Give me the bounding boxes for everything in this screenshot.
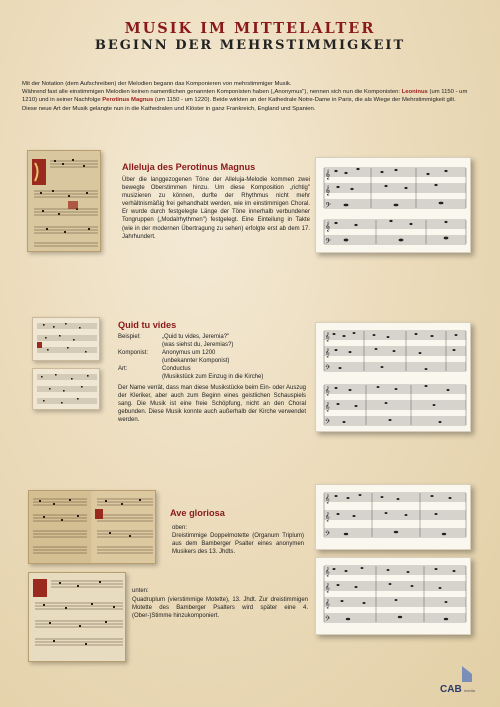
svg-text:𝄞: 𝄞 <box>325 348 330 357</box>
manuscript-image-quid-top <box>32 317 100 361</box>
section-text-quid-tu-vides: Der Name verrät, dass man diese Musikstücke beim Ein- oder Auszug der Kleriker, aber auch zum Beginn eines geistlichen Schauspiels sang. Die Musik ist eine freie Schöpfung, nicht an den Choral gebunden. Diese Musik konnte auch außerhalb der Kirche verwendet werden. <box>118 385 306 424</box>
svg-text:𝄢: 𝄢 <box>325 530 331 539</box>
score-image-ave-bottom <box>315 557 471 635</box>
svg-text:𝄞: 𝄞 <box>325 186 331 196</box>
svg-text:𝄞: 𝄞 <box>325 402 330 411</box>
quid-info-row-art <box>118 366 318 382</box>
composer-leoninus: Leoninus <box>401 89 428 96</box>
ave-unten-text: Quadruplum (vierstimmige Motette), 13. Jhdt. Zur dreistimmigen Motette des Bamberger Psalters wird später eine 4. (Ober-)Stimme hinzukomponiert. <box>132 597 308 620</box>
section-heading-alleluja: Alleluja des Perotinus Magnus <box>122 162 256 172</box>
svg-text:𝄢: 𝄢 <box>325 238 331 248</box>
info-key: Beispiel: <box>118 334 141 340</box>
quid-info-row-beispiel <box>118 334 318 350</box>
composer-perotinus: Perotinus Magnus <box>102 97 154 104</box>
info-key: Komponist: <box>118 350 149 356</box>
score-image-alleluja <box>315 157 471 253</box>
intro-paragraph-2: Während fast alle einstimmigen Melodien keinen namentlichen genannten Komponisten haben („Anonymus"), nennen sich nun die Komponisten: Leoninus (um 1150 - um 1210) und in seiner Nachfolge Perotinus Magnus (um 1150 - um 1220). Beide wirkten an der Kathedrale Notre-Dame in Paris, die als Wiege der Mehrstimmigkeit gilt. <box>22 89 468 104</box>
logo-subtext: media <box>464 688 475 693</box>
svg-text:𝄞: 𝄞 <box>325 222 331 232</box>
intro-text <box>22 80 478 113</box>
info-value: Anonymus um 1200 (unbekannter Komponist) <box>162 350 230 364</box>
score-image-quid-tu-vides <box>315 322 471 432</box>
page-title: MUSIK IM MITTELALTER <box>124 20 376 37</box>
svg-text:𝄢: 𝄢 <box>325 418 331 427</box>
ave-unten-label: unten: <box>132 588 149 594</box>
svg-text:𝄢: 𝄢 <box>325 615 331 624</box>
score-image-ave-top <box>315 484 471 550</box>
svg-text:𝄢: 𝄢 <box>325 202 331 212</box>
info-value: „Quid tu vides, Jeremia?" (was siehst du, Jeremias?) <box>162 334 234 348</box>
section-heading-quid-tu-vides: Quid tu vides <box>118 320 177 330</box>
ave-oben-label: oben: <box>172 525 188 531</box>
svg-text:𝄞: 𝄞 <box>325 599 330 608</box>
svg-text:𝄞: 𝄞 <box>325 386 330 395</box>
ave-oben-text: Dreistimmige Doppelmotette (Organum Triplum) aus dem Bamberger Psalter eines anonymen Musikers des 13. Jhdts. <box>172 533 304 556</box>
intro-paragraph-3: Diese neue Art der Musik gelangte nun in die Kathedralen und Klöster in ganz Frankreich, England und Spanien. <box>22 105 316 112</box>
manuscript-image-quid-bottom <box>32 368 100 410</box>
section-text-alleluja: Über die langgezogenen Töne der Alleluja-Melodie kommen zwei bewegte Oberstimmen hinzu. Um diese Komposition „richtig" musizieren zu können, durfte der Rhythmus nicht mehr verhältnismäßig frei gehandhabt werden, wie im einstimmigen Choral. Er wurde durch festgelegte Länge der Töne innerhalb verbundener Tongruppen („Modalrhythmen") festgelegt. Eine Einteilung in Takte (wie in der modernen Übertragung zu sehen) erfolgte erst ab dem 17. Jahrhundert. <box>122 177 310 240</box>
info-value: Conductus (Musikstück zum Einzug in die Kirche) <box>162 366 264 380</box>
svg-text:𝄞: 𝄞 <box>325 512 330 521</box>
intro-paragraph-1: Mit der Notation (dem Aufschreiben) der Melodien begann das Komponieren von mehrstimmiger Musik. <box>22 81 292 87</box>
svg-text:𝄞: 𝄞 <box>325 583 330 592</box>
svg-text:𝄞: 𝄞 <box>325 494 330 503</box>
page-subtitle: BEGINN DER MEHRSTIMMIGKEIT <box>94 38 406 53</box>
svg-text:𝄞: 𝄞 <box>325 170 331 180</box>
manuscript-image-alleluja <box>27 150 101 252</box>
manuscript-image-ave-bottom <box>28 572 126 662</box>
publisher-logo <box>438 664 488 696</box>
section-heading-ave-gloriosa: Ave gloriosa <box>170 508 225 518</box>
logo-text: CAB <box>440 684 462 695</box>
manuscript-image-ave-top <box>28 490 156 564</box>
svg-text:𝄞: 𝄞 <box>325 567 330 576</box>
quid-info-row-komponist <box>118 350 318 366</box>
logo-graphic <box>438 664 488 696</box>
info-key: Art: <box>118 366 128 372</box>
svg-text:𝄢: 𝄢 <box>325 364 331 373</box>
svg-text:𝄞: 𝄞 <box>325 332 330 341</box>
